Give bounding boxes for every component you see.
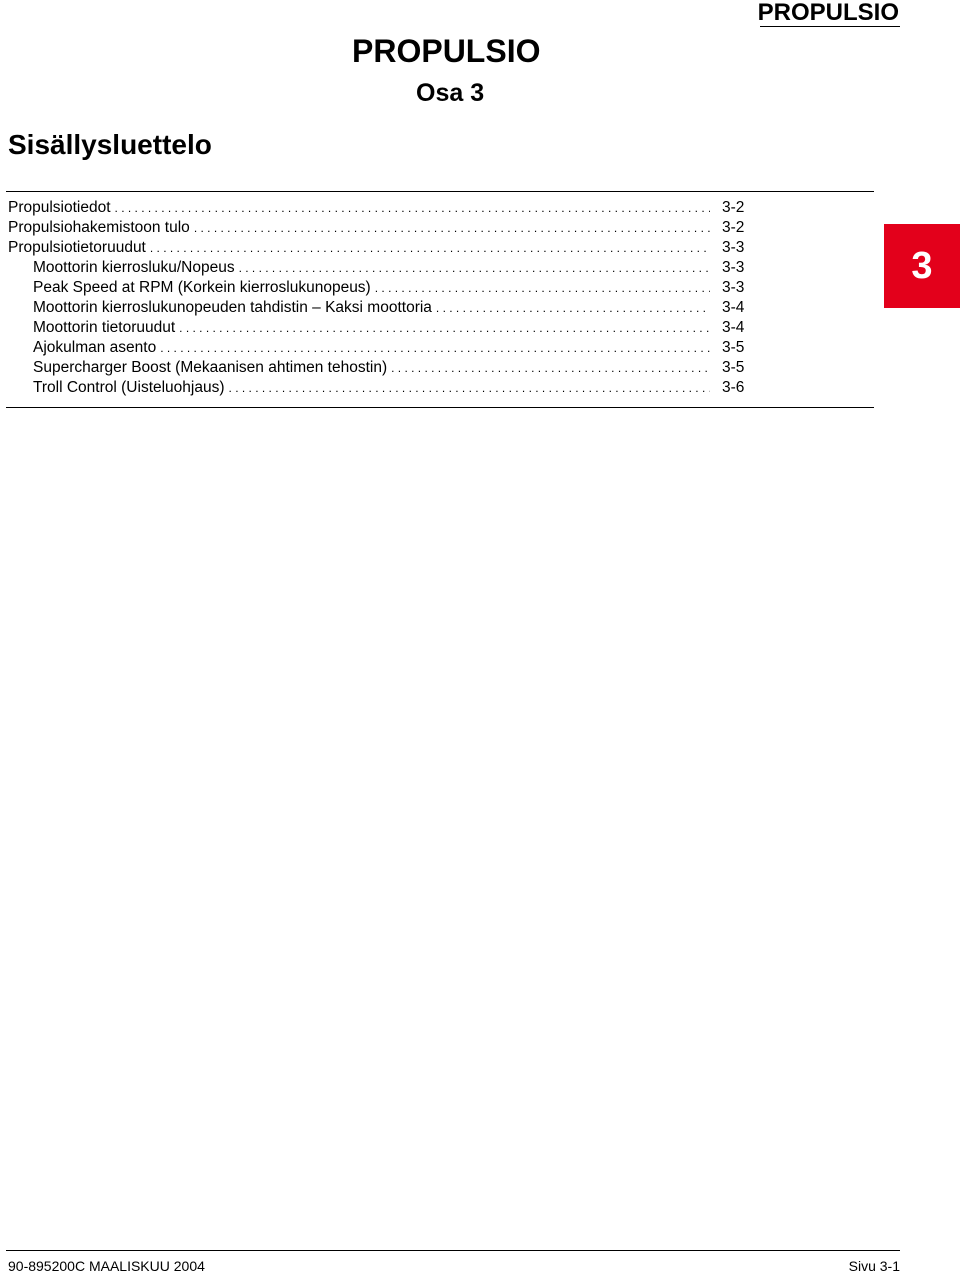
toc-entry-page: 3-3 — [722, 239, 745, 256]
toc-entry-page: 3-2 — [722, 219, 745, 236]
footer-rule — [6, 1250, 900, 1251]
toc-entry-title: Moottorin tietoruudut — [33, 319, 176, 336]
toc-dot-leader — [179, 318, 710, 338]
toc-entry-title: Propulsiotiedot — [8, 199, 111, 216]
toc-dot-leader — [115, 198, 710, 218]
toc-entry-title: Propulsiotietoruudut — [8, 239, 146, 256]
toc-entry-title: Moottorin kierroslukunopeuden tahdistin – Kaksi moottoria — [33, 299, 432, 316]
toc-subentry[interactable] — [8, 338, 748, 358]
toc-entry-page: 3-5 — [722, 359, 745, 376]
running-header-title: PROPULSIO — [757, 0, 899, 26]
page-title: PROPULSIO — [352, 33, 541, 69]
toc-dot-leader — [239, 258, 710, 278]
toc-subentry[interactable] — [8, 278, 748, 298]
header-rule — [760, 26, 900, 27]
footer-document-id: 90-895200C MAALISKUU 2004 — [8, 1258, 205, 1274]
chapter-tab: 3 — [884, 224, 960, 308]
toc-subentry[interactable] — [8, 298, 748, 318]
toc-dot-leader — [375, 278, 710, 298]
toc-entry-page: 3-3 — [722, 279, 745, 296]
toc-entry[interactable] — [8, 238, 748, 258]
toc-entry[interactable] — [8, 218, 748, 238]
toc-entry-page: 3-4 — [722, 299, 745, 316]
toc-entry-title: Troll Control (Uisteluohjaus) — [33, 379, 225, 396]
toc-dot-leader — [160, 338, 710, 358]
toc-subentry[interactable] — [8, 358, 748, 378]
toc-dot-leader — [194, 218, 710, 238]
toc-dot-leader — [229, 378, 710, 398]
toc-heading: Sisällysluettelo — [8, 129, 212, 160]
toc-entry-title: Peak Speed at RPM (Korkein kierroslukunopeus) — [33, 279, 371, 296]
toc-entry-title: Moottorin kierrosluku/Nopeus — [33, 259, 235, 276]
toc-entry-page: 3-6 — [722, 379, 745, 396]
toc-entry-page: 3-4 — [722, 319, 745, 336]
toc-dot-leader — [150, 238, 710, 258]
toc-entry-page: 3-3 — [722, 259, 745, 276]
toc-bottom-rule — [6, 407, 874, 408]
footer-page-number: Sivu 3-1 — [848, 1258, 900, 1274]
toc-entry-page: 3-5 — [722, 339, 745, 356]
toc-subentry[interactable] — [8, 378, 748, 398]
table-of-contents — [8, 198, 748, 398]
toc-entry-page: 3-2 — [722, 199, 745, 216]
toc-subentry[interactable] — [8, 318, 748, 338]
toc-top-rule — [6, 191, 874, 192]
toc-dot-leader — [391, 358, 710, 378]
section-subtitle: Osa 3 — [416, 79, 485, 107]
toc-entry[interactable] — [8, 198, 748, 218]
toc-entry-title: Ajokulman asento — [33, 339, 157, 356]
toc-entry-title: Propulsiohakemistoon tulo — [8, 219, 190, 236]
toc-entry-title: Supercharger Boost (Mekaanisen ahtimen tehostin) — [33, 359, 388, 376]
toc-subentry[interactable] — [8, 258, 748, 278]
toc-dot-leader — [436, 298, 710, 318]
